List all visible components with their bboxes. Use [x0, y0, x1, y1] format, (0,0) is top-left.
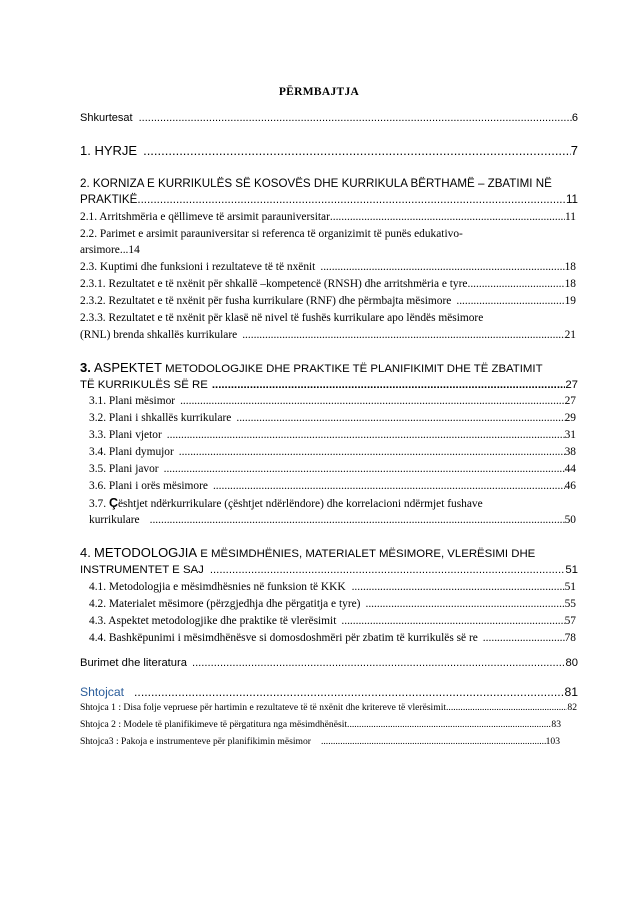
toc-entry-label: 3.4. Plani dymujor [89, 446, 174, 458]
dot-leader [180, 393, 565, 409]
toc-entry-3-3[interactable] [89, 427, 576, 443]
toc-page-number: 51 [565, 564, 578, 576]
dot-leader [365, 596, 564, 612]
toc-page-number: 11 [565, 211, 576, 223]
toc-page-number: 83 [551, 719, 561, 730]
toc-entry-2-1[interactable] [80, 209, 576, 225]
chapter-number: 3. [80, 360, 91, 375]
toc-entry-3-5[interactable] [89, 461, 576, 477]
dot-leader [321, 734, 546, 750]
toc-entry-3-2[interactable] [89, 410, 576, 426]
toc-entry-label: 3.2. Plani i shkallës kurrikulare [89, 412, 232, 424]
chapter-title-rest: METODOLOGJIKE DHE PRAKTIKE TË PLANIFIKIMIT DHE TË ZBATIMIT [165, 363, 543, 375]
toc-entry-2-3-3[interactable] [80, 327, 576, 343]
toc-entry-4-4[interactable] [89, 630, 576, 646]
toc-entry-2-3-1[interactable] [80, 276, 576, 292]
toc-entry-shtojca-2[interactable] [80, 717, 561, 733]
toc-entry-label: (RNL) brenda shkallës kurrikulare [80, 329, 238, 341]
toc-page-number: 50 [564, 514, 576, 526]
toc-entry-label: 4.4. Bashkëpunimi i mësimdhënësve si domosdoshmëri për zbatim të kurrikulës së re [89, 632, 478, 644]
toc-entry-shkurtesat[interactable] [80, 110, 578, 126]
toc-entry-3-7[interactable] [89, 512, 576, 528]
toc-entry-2-3-3-line1[interactable]: 2.3.3. Rezultatet e të nxënit për klasë në nivel të fushës kurrikulare apo lëndës mësimore [80, 312, 484, 324]
toc-entry-chapter-4[interactable] [80, 562, 578, 578]
chapter-keyword: METODOLOGJIA [94, 545, 198, 560]
toc-entry-burimet[interactable] [80, 655, 578, 671]
toc-entry-label: 2.3. Kuptimi dhe funksioni i rezultateve të të nxënit [80, 261, 316, 273]
toc-entry-label: Shtojcat [80, 685, 125, 699]
toc-entry-label: 2.3.1. Rezultatet e të nxënit për shkallë –kompetencë (RNSH) dhe arritshmëria e tyre [80, 278, 468, 290]
toc-page-number: 44 [564, 463, 576, 475]
toc-entry-shtojcat[interactable] [80, 684, 578, 700]
toc-entry-label: 4.1. Metodologjia e mësimdhësnies në funksion të KKK [89, 581, 346, 593]
toc-page-number: 27 [564, 395, 576, 407]
toc-entry-label: 3.6. Plani i orës mësimore [89, 480, 208, 492]
toc-entry-4-1[interactable] [89, 579, 576, 595]
toc-entry-label: 4.3. Aspektet metodologjike dhe praktike të vlerësimit [89, 615, 337, 627]
toc-entry-label: 1. HYRJE [80, 143, 138, 158]
dot-leader [446, 700, 567, 716]
chapter-number: 4. [80, 545, 91, 560]
toc-chapter-3-line1[interactable] [80, 360, 543, 376]
toc-entry-3-7-line1[interactable] [89, 495, 483, 511]
toc-entry-2-2-line2[interactable]: arsimore...14 [80, 244, 140, 256]
toc-entry-chapter-2[interactable] [80, 192, 578, 208]
toc-entry-label: 3.5. Plani javor [89, 463, 159, 475]
toc-entry-label: TË KURRIKULËS SË RE [80, 379, 208, 391]
toc-page-number: 38 [564, 446, 576, 458]
toc-entry-label: kurrikulare [89, 514, 140, 526]
toc-entry-shtojca-1[interactable] [80, 700, 577, 716]
dot-leader [139, 110, 572, 126]
toc-entry-label: Burimet dhe literatura [80, 657, 187, 669]
dot-leader [242, 327, 564, 343]
section-title-rest: ështjet ndërkurrikulare (çështjet ndërlëndore) dhe korrelacioni ndërmjet fushave [117, 498, 483, 510]
chapter-keyword: ASPEKTET [94, 360, 162, 375]
toc-page-number: 31 [564, 429, 576, 441]
toc-page-number: 29 [564, 412, 576, 424]
dot-leader [352, 579, 565, 595]
toc-page-number: 46 [564, 480, 576, 492]
dot-leader [143, 143, 571, 159]
toc-page-number: 11 [565, 193, 578, 206]
toc-page-number: 18 [564, 278, 576, 290]
toc-entry-2-3-2[interactable] [80, 293, 576, 309]
dot-leader [320, 259, 564, 275]
toc-entry-shtojca-3[interactable] [80, 734, 560, 750]
toc-page-number: 103 [545, 736, 560, 747]
toc-entry-label: Shtojca 2 : Modele të planifikimeve të përgatitura nga mësimdhënësit [80, 719, 348, 730]
toc-entry-2-2-line1[interactable]: 2.2. Parimet e arsimit parauniversitar si referenca të organizimit të punës edukativo- [80, 228, 463, 240]
dot-leader [213, 478, 565, 494]
toc-entry-label: PRAKTIKË [80, 193, 138, 206]
dot-leader [467, 276, 564, 292]
toc-entry-chapter-3[interactable] [80, 377, 578, 393]
dot-leader [483, 630, 565, 646]
toc-page-number: 27 [565, 379, 578, 391]
section-capital-letter: Ç [108, 496, 118, 510]
toc-entry-4-3[interactable] [89, 613, 576, 629]
toc-entry-4-2[interactable] [89, 596, 576, 612]
dot-leader [192, 655, 566, 671]
section-number: 3.7. [89, 498, 107, 510]
toc-page-number: 51 [564, 581, 576, 593]
toc-chapter-2-line1[interactable]: 2. KORNIZA E KURRIKULËS SË KOSOVËS DHE KURRIKULA BËRTHAMË – ZBATIMI NË [80, 177, 552, 190]
toc-entry-hyrje[interactable] [80, 143, 578, 159]
toc-page-number: 82 [567, 702, 577, 713]
dot-leader [179, 444, 565, 460]
dot-leader [341, 613, 564, 629]
toc-entry-2-3[interactable] [80, 259, 576, 275]
dot-leader [347, 717, 551, 733]
toc-entry-label: Shtojca 1 : Disa folje vepruese për hartimin e rezultateve të të nxënit dhe kritereve të vlerësimit [80, 702, 447, 713]
toc-page-number: 7 [570, 143, 578, 158]
toc-entry-label: INSTRUMENTET E SAJ [80, 564, 204, 576]
toc-page-number: 55 [564, 598, 576, 610]
dot-leader [456, 293, 564, 309]
toc-chapter-4-line1[interactable] [80, 545, 535, 561]
toc-entry-3-1[interactable] [89, 393, 576, 409]
toc-entry-label: 3.1. Plani mësimor [89, 395, 176, 407]
toc-page-number: 80 [565, 657, 578, 669]
toc-entry-label: Shtojca3 : Pakoja e instrumenteve për planifikimin mësimor [80, 736, 311, 747]
dot-leader [330, 209, 565, 225]
toc-page-number: 81 [564, 685, 578, 699]
dot-leader [212, 377, 565, 393]
chapter-title-rest: E MËSIMDHËNIES, MATERIALET MËSIMORE, VLERËSIMI DHE [200, 548, 536, 560]
toc-entry-label: 2.1. Arritshmëria e qëllimeve të arsimit parauniversitar [80, 211, 330, 223]
dot-leader [167, 427, 565, 443]
toc-entry-label: 3.3. Plani vjetor [89, 429, 162, 441]
toc-page-number: 6 [571, 112, 578, 124]
toc-entry-3-6[interactable] [89, 478, 576, 494]
dot-leader [236, 410, 564, 426]
dot-leader [164, 461, 565, 477]
toc-page-number: 57 [564, 615, 576, 627]
toc-entry-label: Shkurtesat [80, 112, 133, 124]
toc-entry-label: 4.2. Materialet mësimore (përzgjedhja dhe përgatitja e tyre) [89, 598, 361, 610]
dot-leader [137, 192, 566, 208]
toc-page-number: 19 [564, 295, 576, 307]
toc-page-number: 21 [564, 329, 576, 341]
toc-page-number: 78 [564, 632, 576, 644]
toc-entry-label: 2.3.2. Rezultatet e të nxënit për fusha kurrikulare (RNF) dhe përmbajta mësimore [80, 295, 452, 307]
dot-leader [134, 684, 564, 700]
dot-leader [210, 562, 565, 578]
toc-entry-3-4[interactable] [89, 444, 576, 460]
toc-page-number: 18 [564, 261, 576, 273]
page-title: PËRMBAJTJA [278, 86, 360, 98]
dot-leader [150, 512, 565, 528]
